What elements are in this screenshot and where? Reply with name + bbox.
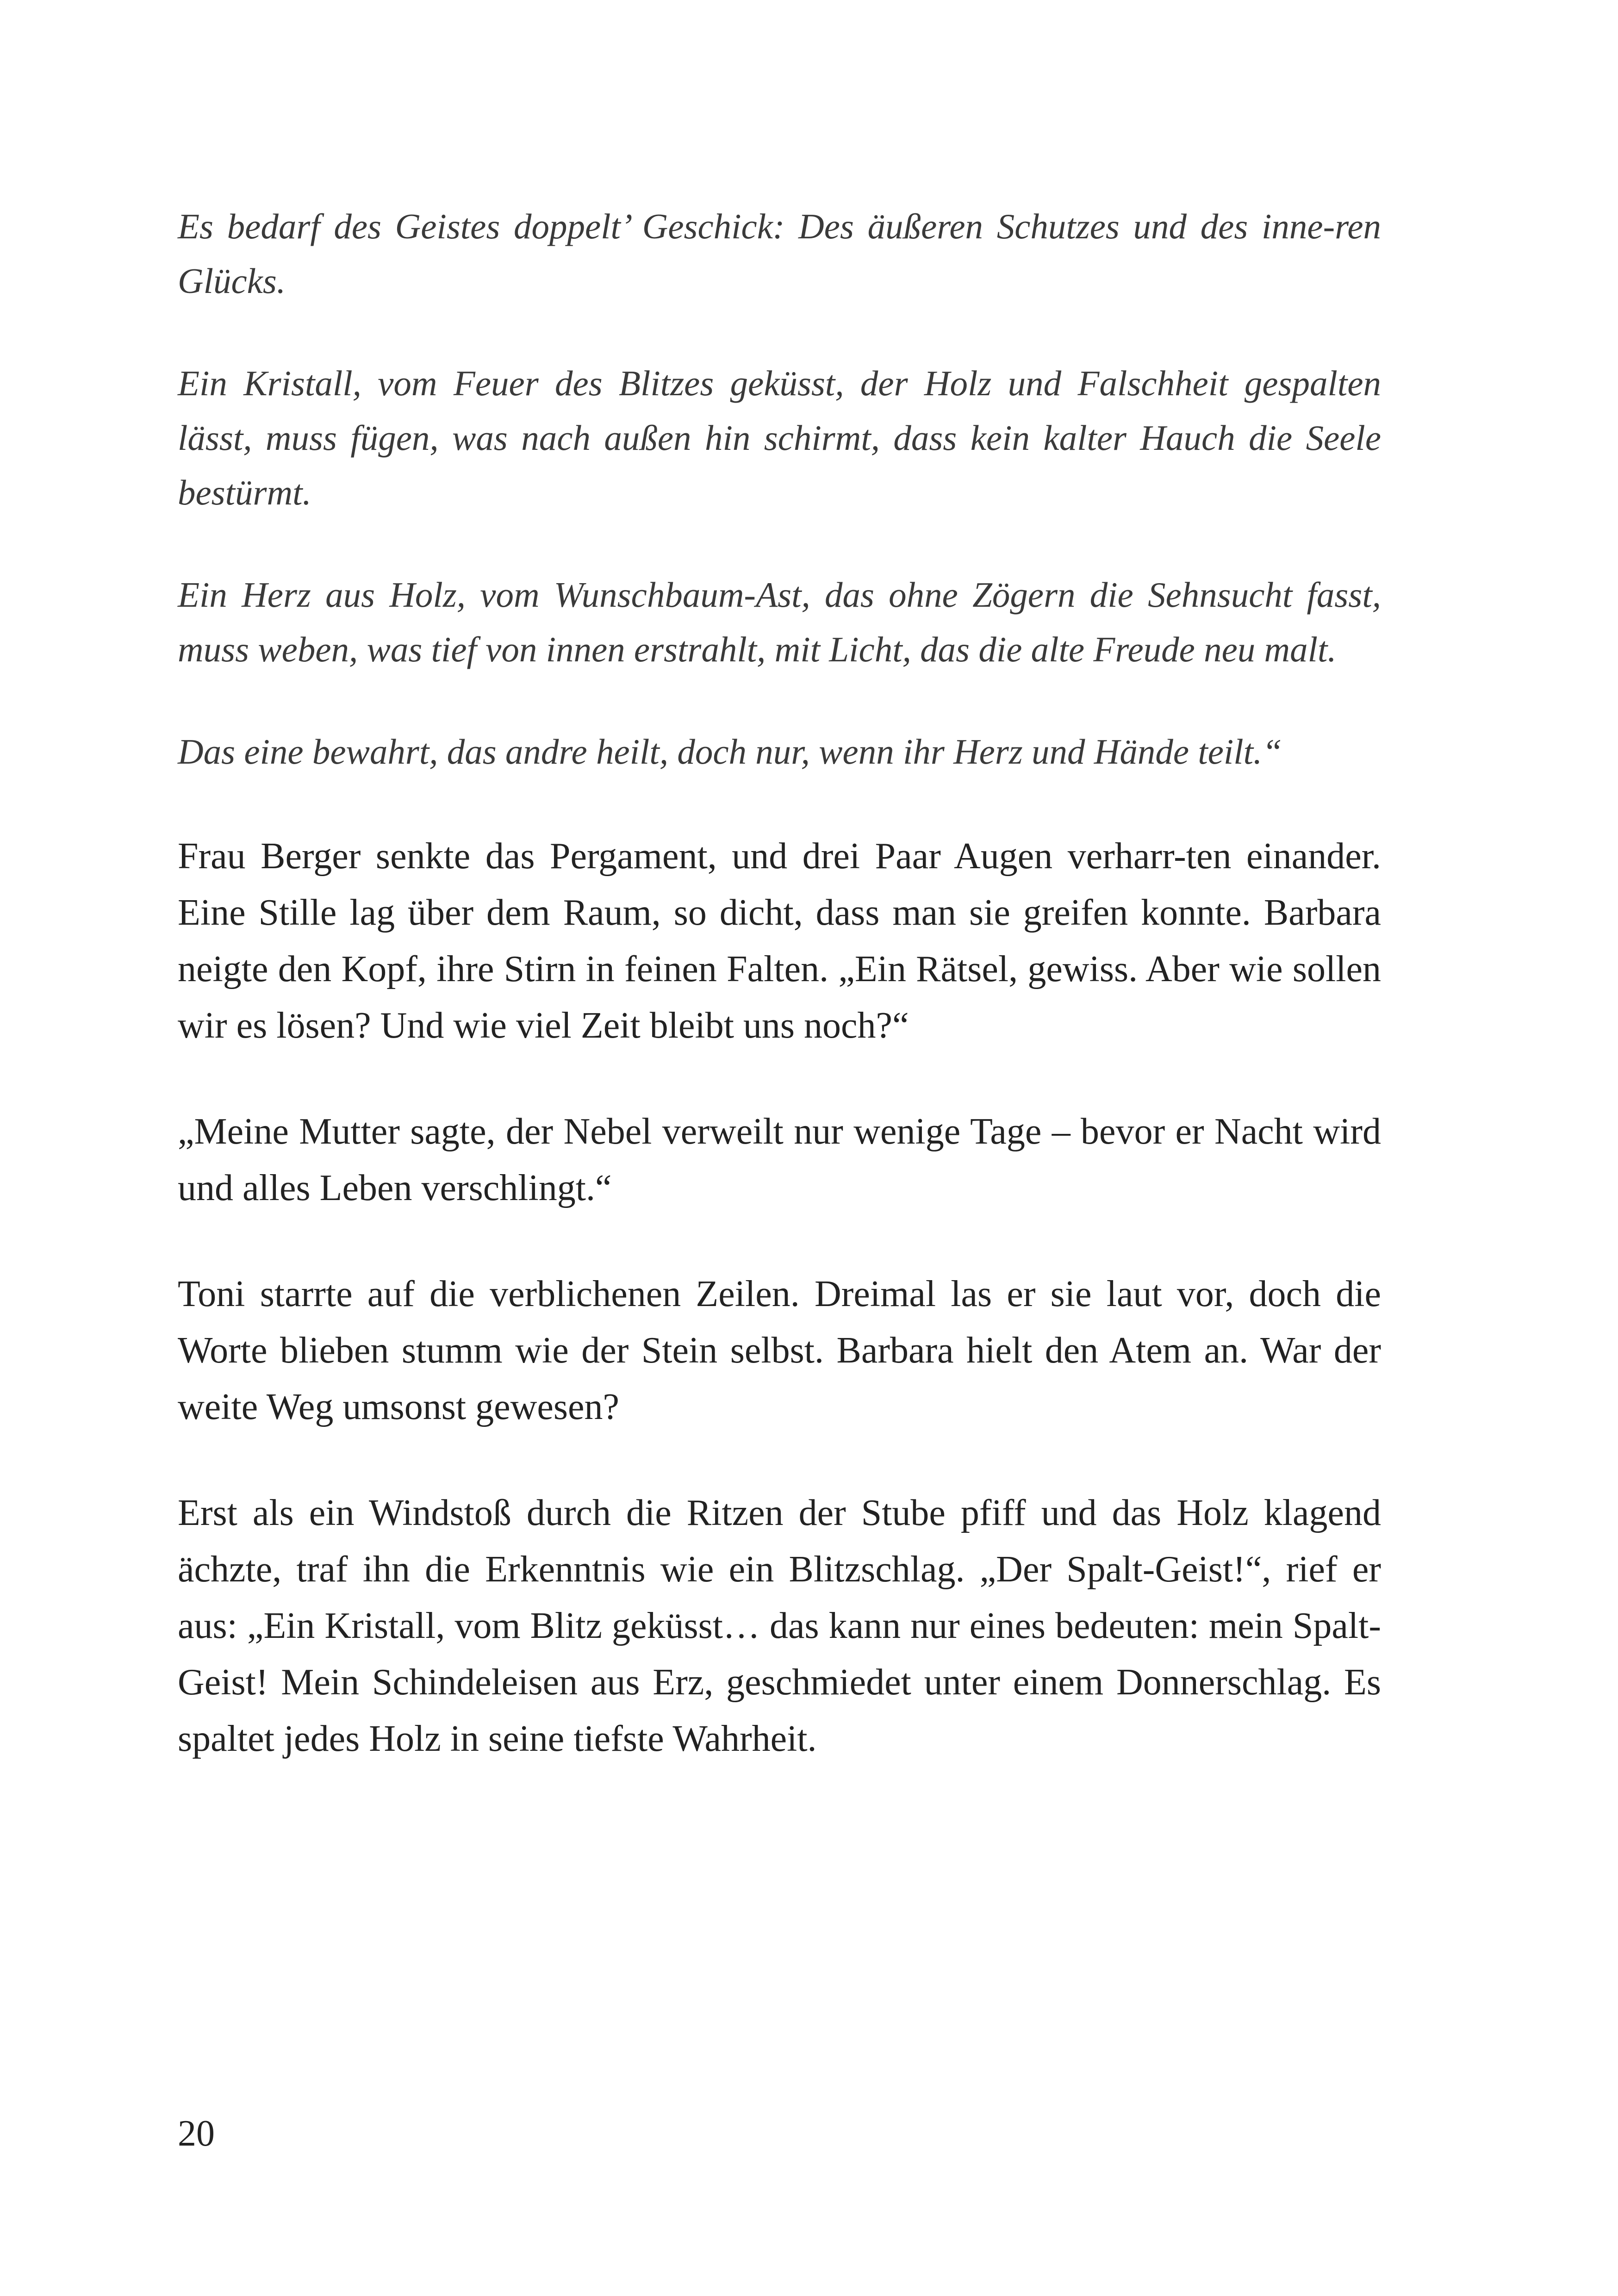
- page-number: 20: [178, 2113, 215, 2154]
- body-paragraph-3: Toni starrte auf die verblichenen Zeilen. Dreimal las er sie laut vor, doch die Worte blieben stumm wie der Stein selbst. Barbara hielt den Atem an. War der weite Weg umsonst gewesen?: [178, 1274, 1381, 1427]
- verse-stanza-3: Ein Herz aus Holz, vom Wunschbaum-Ast, das ohne Zögern die Sehnsucht fasst, muss weben, was tief von innen erstrahlt, mit Licht, das die alte Freude neu malt.: [178, 575, 1381, 669]
- body-paragraph-4: Erst als ein Windstoß durch die Ritzen der Stube pfiff und das Holz klagend ächzte, traf ihn die Erkenntnis wie ein Blitzschlag. „Der Spalt-Geist!“, rief er aus: „Ein Kristall, vom Blitz geküsst… das kann nur eines bedeuten: mein Spalt-Geist! Mein Schindeleisen aus Erz, geschmiedet unter einem Donnerschlag. Es spaltet jedes Holz in seine tiefste Wahrheit.: [178, 1493, 1381, 1759]
- body-paragraph-1: Frau Berger senkte das Pergament, und drei Paar Augen verharr-ten einander. Eine Stille lag über dem Raum, so dicht, dass man sie greifen konnte. Barbara neigte den Kopf, ihre Stirn in feinen Falten. „Ein Rätsel, gewiss. Aber wie sollen wir es lösen? Und wie viel Zeit bleibt uns noch?“: [178, 836, 1381, 1046]
- verse-stanza-4: Das eine bewahrt, das andre heilt, doch nur, wenn ihr Herz und Hände teilt.“: [178, 732, 1282, 772]
- page-body: [178, 199, 1381, 1767]
- verse-stanza-1: Es bedarf des Geistes doppelt’ Geschick: Des äußeren Schutzes und des inne-ren Glücks.: [178, 206, 1381, 301]
- verse-stanza-2: Ein Kristall, vom Feuer des Blitzes geküsst, der Holz und Falschheit gespalten lässt, muss fügen, was nach außen hin schirmt, dass kein kalter Hauch die Seele bestürmt.: [178, 363, 1381, 512]
- body-paragraph-2: „Meine Mutter sagte, der Nebel verweilt nur wenige Tage – bevor er Nacht wird und alles Leben verschlingt.“: [178, 1111, 1381, 1208]
